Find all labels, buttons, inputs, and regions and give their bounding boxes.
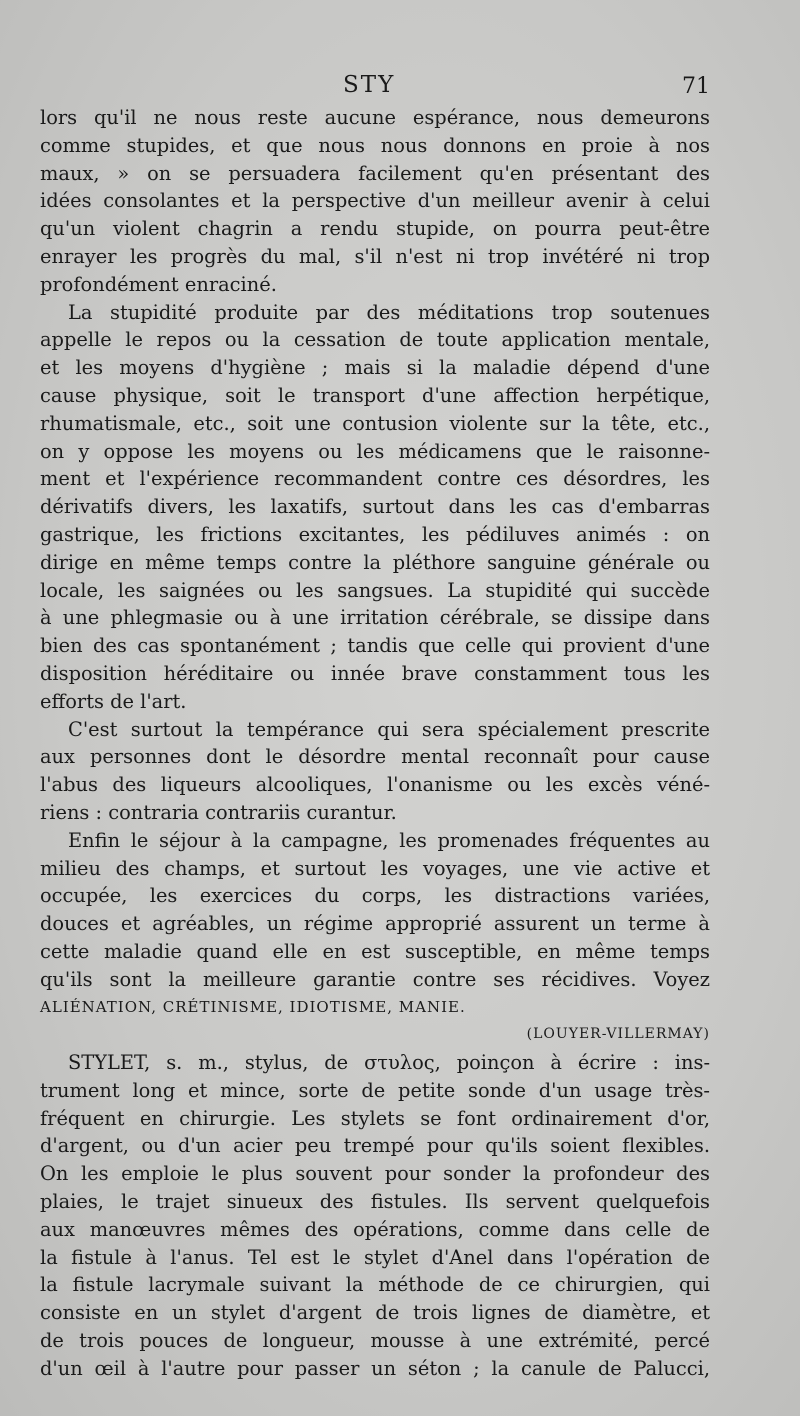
text-line: locale, les saignées ou les sangsues. La stupidité qui succède xyxy=(40,578,710,602)
text-line: qu'ils sont la meilleure garantie contre ses récidives. Voyez xyxy=(40,967,710,991)
text-line: profondément enraciné. xyxy=(40,272,277,296)
text-line: dirige en même temps contre la pléthore sanguine générale ou xyxy=(40,550,710,574)
text-line: aux manœuvres mêmes des opérations, comme dans celle de xyxy=(40,1217,710,1241)
text-line: dérivatifs divers, les laxatifs, surtout dans les cas d'embarras xyxy=(40,495,710,519)
text-line: comme stupides, et que nous nous donnons en proie à nos xyxy=(40,133,710,157)
text-line: On les emploie le plus souvent pour sonder la profondeur des xyxy=(40,1162,710,1186)
author-signature: (LOUYER-VILLERMAY) xyxy=(526,1026,710,1043)
running-head: STY xyxy=(343,72,396,98)
paragraph-start-line: La stupidité produite par des méditations trop soutenues xyxy=(68,300,710,324)
text-line: maux, » on se persuadera facilement qu'en présentant des xyxy=(40,161,710,185)
text-line: qu'un violent chagrin a rendu stupide, on pourra peut-être xyxy=(40,217,710,241)
text-line: rhumatismale, etc., soit une contusion violente sur la tête, etc., xyxy=(40,411,710,435)
text-line: cause physique, soit le transport d'une affection herpétique, xyxy=(40,383,710,407)
text-line: d'argent, ou d'un acier peu trempé pour qu'ils soient flexibles. xyxy=(40,1134,710,1158)
text-line: plaies, le trajet sinueux des fistules. Ils servent quelquefois xyxy=(40,1190,710,1214)
text-line: cette maladie quand elle en est susceptible, en même temps xyxy=(40,939,710,963)
page-header xyxy=(40,72,710,106)
text-line: d'un œil à l'autre pour passer un séton ; la canule de Palucci, xyxy=(40,1356,710,1380)
entry-headword-line: STYLET, s. m., stylus, de στυλος, poinçon à écrire : ins- xyxy=(68,1051,710,1075)
paragraph-start-line: C'est surtout la tempérance qui sera spécialement prescrite xyxy=(68,717,710,741)
text-line: enrayer les progrès du mal, s'il n'est ni trop invétéré ni trop xyxy=(40,244,710,268)
text-line: trument long et mince, sorte de petite sonde d'un usage très- xyxy=(40,1078,710,1102)
text-line: efforts de l'art. xyxy=(40,689,187,713)
text-line: milieu des champs, et surtout les voyages, une vie active et xyxy=(40,856,710,880)
cross-reference-line: ALIÉNATION, CRÉTINISME, IDIOTISME, MANIE. xyxy=(40,997,466,1016)
text-line: on y oppose les moyens ou les médicamens que le raisonne- xyxy=(40,439,710,463)
text-line: et les moyens d'hygiène ; mais si la maladie dépend d'une xyxy=(40,356,710,380)
text-line: l'abus des liqueurs alcooliques, l'onanisme ou les excès véné- xyxy=(40,773,710,797)
text-line: bien des cas spontanément ; tandis que celle qui provient d'une xyxy=(40,634,710,658)
page-number: 71 xyxy=(682,74,710,99)
text-line: occupée, les exercices du corps, les distractions variées, xyxy=(40,884,710,908)
text-line: gastrique, les frictions excitantes, les pédiluves animés : on xyxy=(40,522,710,546)
text-line: à une phlegmasie ou à une irritation cérébrale, se dissipe dans xyxy=(40,606,710,630)
text-line: de trois pouces de longueur, mousse à une extrémité, percé xyxy=(40,1329,710,1353)
text-line: appelle le repos ou la cessation de toute application mentale, xyxy=(40,328,710,352)
text-line: riens : contraria contrariis curantur. xyxy=(40,800,397,824)
text-line: consiste en un stylet d'argent de trois lignes de diamètre, et xyxy=(40,1301,710,1325)
text-line: idées consolantes et la perspective d'un meilleur avenir à celui xyxy=(40,189,710,213)
text-line: la fistule à l'anus. Tel est le stylet d'Anel dans l'opération de xyxy=(40,1245,710,1269)
text-line: lors qu'il ne nous reste aucune espérance, nous demeurons xyxy=(40,106,710,129)
text-line: fréquent en chirurgie. Les stylets se font ordinairement d'or, xyxy=(40,1106,710,1130)
paragraph-start-line: Enfin le séjour à la campagne, les promenades fréquentes au xyxy=(68,828,710,852)
text-line: disposition héréditaire ou innée brave constamment tous les xyxy=(40,661,710,685)
text-line: aux personnes dont le désordre mental reconnaît pour cause xyxy=(40,745,710,769)
body-text xyxy=(40,104,710,1383)
text-line: la fistule lacrymale suivant la méthode de ce chirurgien, qui xyxy=(40,1273,710,1297)
text-line: ment et l'expérience recommandent contre ces désordres, les xyxy=(40,467,710,491)
text-line: douces et agréables, un régime approprié assurent un terme à xyxy=(40,912,710,936)
